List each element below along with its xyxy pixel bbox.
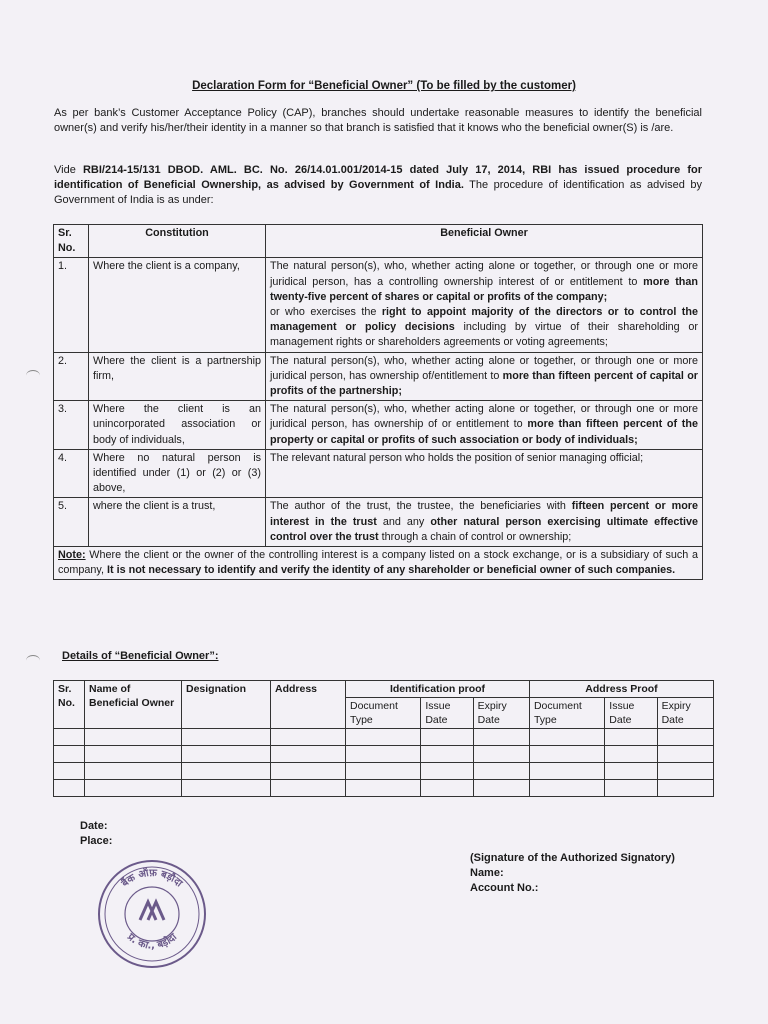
details-entry-cell[interactable]	[473, 780, 529, 797]
details-entry-cell[interactable]	[182, 746, 271, 763]
vide-rest: The procedure of identification as advised by Government of India is as under:	[54, 179, 702, 206]
details-entry-cell[interactable]	[529, 763, 604, 780]
criteria-constitution: Where no natural person is identified under (1) or (2) or (3) above,	[89, 449, 266, 498]
criteria-row	[54, 449, 703, 498]
vide-prefix: Vide	[54, 164, 83, 176]
criteria-constitution: Where the client is a company,	[89, 258, 266, 352]
page-crease-mark	[26, 655, 40, 666]
details-entry-cell[interactable]	[85, 746, 182, 763]
name-label: Name:	[470, 867, 504, 879]
details-entry-cell[interactable]	[182, 729, 271, 746]
note-cell	[54, 547, 703, 580]
details-entry-cell[interactable]	[346, 746, 421, 763]
form-title: Declaration Form for “Beneficial Owner” (To be filled by the customer)	[192, 80, 576, 92]
criteria-beneficial-owner	[266, 449, 703, 498]
col-name: Name of Beneficial Owner	[85, 681, 182, 729]
criteria-sr-no: 4.	[54, 449, 89, 498]
details-heading: Details of “Beneficial Owner”:	[62, 650, 219, 662]
place-label: Place:	[80, 835, 113, 847]
note-bold-text: It is not necessary to identify and verify the identity of any shareholder or beneficial owner of such companies.	[107, 564, 676, 577]
bank-seal-stamp	[96, 858, 208, 970]
owner-text: or who exercises the	[270, 306, 382, 319]
col-designation: Designation	[182, 681, 271, 729]
sub-col-document-type: Document Type	[346, 698, 421, 729]
owner-text: and any	[376, 515, 431, 528]
details-entry-row[interactable]	[54, 780, 714, 797]
criteria-sr-no: 3.	[54, 401, 89, 450]
criteria-beneficial-owner	[266, 498, 703, 547]
owner-bold-text: right to appoint majority of the directors or to control the management or policy decisions	[270, 306, 698, 334]
criteria-row	[54, 352, 703, 401]
details-entry-cell[interactable]	[182, 763, 271, 780]
details-entry-cell[interactable]	[54, 729, 85, 746]
header-sr-no: Sr. No.	[54, 225, 89, 258]
owner-bold-text: more than twenty-five percent of shares or capital or profits of the company;	[270, 275, 698, 303]
details-entry-cell[interactable]	[657, 746, 713, 763]
owner-text: The relevant natural person who holds the position of senior managing official;	[270, 451, 644, 464]
details-entry-cell[interactable]	[473, 763, 529, 780]
sub-col-document-type: Document Type	[529, 698, 604, 729]
criteria-beneficial-owner	[266, 401, 703, 450]
details-entry-cell[interactable]	[529, 780, 604, 797]
details-entry-cell[interactable]	[657, 763, 713, 780]
col-sr-no: Sr. No.	[54, 681, 85, 729]
details-entry-cell[interactable]	[605, 763, 657, 780]
details-entry-cell[interactable]	[605, 729, 657, 746]
note-label: Note:	[58, 549, 86, 562]
details-entry-cell[interactable]	[271, 729, 346, 746]
details-entry-cell[interactable]	[346, 763, 421, 780]
details-entry-cell[interactable]	[85, 729, 182, 746]
details-entry-cell[interactable]	[346, 729, 421, 746]
details-entry-row[interactable]	[54, 729, 714, 746]
svg-text:प्र. का., बड़ौदा	[124, 931, 179, 951]
details-entry-cell[interactable]	[529, 729, 604, 746]
details-entry-cell[interactable]	[54, 746, 85, 763]
sub-col-expiry-date: Expiry Date	[473, 698, 529, 729]
details-entry-cell[interactable]	[473, 746, 529, 763]
details-entry-cell[interactable]	[271, 780, 346, 797]
details-entry-cell[interactable]	[182, 780, 271, 797]
details-entry-cell[interactable]	[271, 746, 346, 763]
owner-text: through a chain of control or ownership;	[378, 530, 572, 543]
owner-text: The natural person(s), who, whether acting alone or together, or through one or more juridical person, has ownership of/entitlement to	[270, 354, 698, 382]
owner-bold-text: more than fifteen percent of capital or profits of the partnership;	[270, 369, 698, 398]
owner-text: including by virtue of their shareholding or management rights or shareholders agreements or voting agreements;	[270, 321, 699, 349]
details-entry-cell[interactable]	[421, 780, 473, 797]
details-entry-cell[interactable]	[657, 729, 713, 746]
owner-text: The natural person(s), who, whether acting alone or together, or through one or more juridical person, has ownership of or entitlement to	[270, 403, 698, 431]
seal-text-top: बैंक ऑफ़ बड़ौदा	[119, 867, 185, 890]
criteria-constitution: where the client is a trust,	[89, 498, 266, 547]
page-crease-mark	[26, 370, 40, 381]
details-entry-cell[interactable]	[657, 780, 713, 797]
details-entry-cell[interactable]	[85, 780, 182, 797]
owner-bold-text: other natural person exercising ultimate effective control over the trust	[270, 515, 698, 543]
details-entry-row[interactable]	[54, 746, 714, 763]
signature-label: (Signature of the Authorized Signatory)	[470, 852, 675, 864]
criteria-row	[54, 498, 703, 547]
owner-text: The author of the trust, the trustee, the beneficiaries with	[270, 500, 572, 513]
beneficial-owner-details-table	[53, 680, 714, 797]
criteria-beneficial-owner	[266, 352, 703, 401]
sub-col-issue-date: Issue Date	[421, 698, 473, 729]
criteria-sr-no: 1.	[54, 258, 89, 352]
criteria-constitution: Where the client is a partnership firm,	[89, 352, 266, 401]
criteria-beneficial-owner	[266, 258, 703, 352]
col-address: Address	[271, 681, 346, 729]
owner-text: The natural person(s), who, whether acting alone or together, or through one or more juridical person, has a controlling ownership interest of or entitlement to	[270, 260, 698, 288]
note-text: Where the client or the owner of the controlling interest is a company listed on a stock exchange, or is a subsidiary of such a company,	[58, 549, 698, 577]
details-entry-row[interactable]	[54, 763, 714, 780]
vide-paragraph	[54, 163, 702, 208]
details-entry-cell[interactable]	[54, 763, 85, 780]
col-address-proof: Address Proof	[529, 681, 713, 698]
details-entry-cell[interactable]	[54, 780, 85, 797]
details-entry-cell[interactable]	[271, 763, 346, 780]
col-identification-proof: Identification proof	[346, 681, 530, 698]
criteria-sr-no: 2.	[54, 352, 89, 401]
date-label: Date:	[80, 820, 108, 832]
details-entry-cell[interactable]	[605, 780, 657, 797]
vide-circular-reference: RBI/214-15/131 DBOD. AML. BC. No. 26/14.01.001/2014-15 dated July 17, 2014, RBI has issued procedure for identification of Beneficial Ownership, as advised by Government of India.	[54, 164, 702, 191]
criteria-sr-no: 5.	[54, 498, 89, 547]
details-entry-cell[interactable]	[529, 746, 604, 763]
criteria-row	[54, 258, 703, 352]
intro-paragraph: As per bank’s Customer Acceptance Policy (CAP), branches should undertake reasonable measures to identify the beneficial owner(s) and verify his/her/their identity in a manner so that branch is satisfied that it knows who the beneficial owner(S) is /are.	[54, 107, 702, 134]
details-entry-cell[interactable]	[85, 763, 182, 780]
owner-bold-text: more than fifteen percent of the property or capital or profits of such association or body of individuals;	[270, 418, 698, 446]
details-entry-cell[interactable]	[346, 780, 421, 797]
header-beneficial-owner: Beneficial Owner	[266, 225, 703, 258]
sub-col-expiry-date: Expiry Date	[657, 698, 713, 729]
details-entry-cell[interactable]	[605, 746, 657, 763]
seal-text-bottom: प्र. का., बड़ौदा	[124, 931, 180, 952]
account-no-label: Account No.:	[470, 882, 539, 894]
details-entry-cell[interactable]	[421, 729, 473, 746]
owner-bold-text: fifteen percent or more interest in the trust	[270, 500, 699, 528]
criteria-row	[54, 401, 703, 450]
details-entry-cell[interactable]	[421, 763, 473, 780]
beneficial-owner-criteria-table	[53, 224, 703, 580]
sub-col-issue-date: Issue Date	[605, 698, 657, 729]
header-constitution: Constitution	[89, 225, 266, 258]
details-entry-cell[interactable]	[421, 746, 473, 763]
criteria-constitution: Where the client is an unincorporated association or body of individuals,	[89, 401, 266, 450]
details-entry-cell[interactable]	[473, 729, 529, 746]
